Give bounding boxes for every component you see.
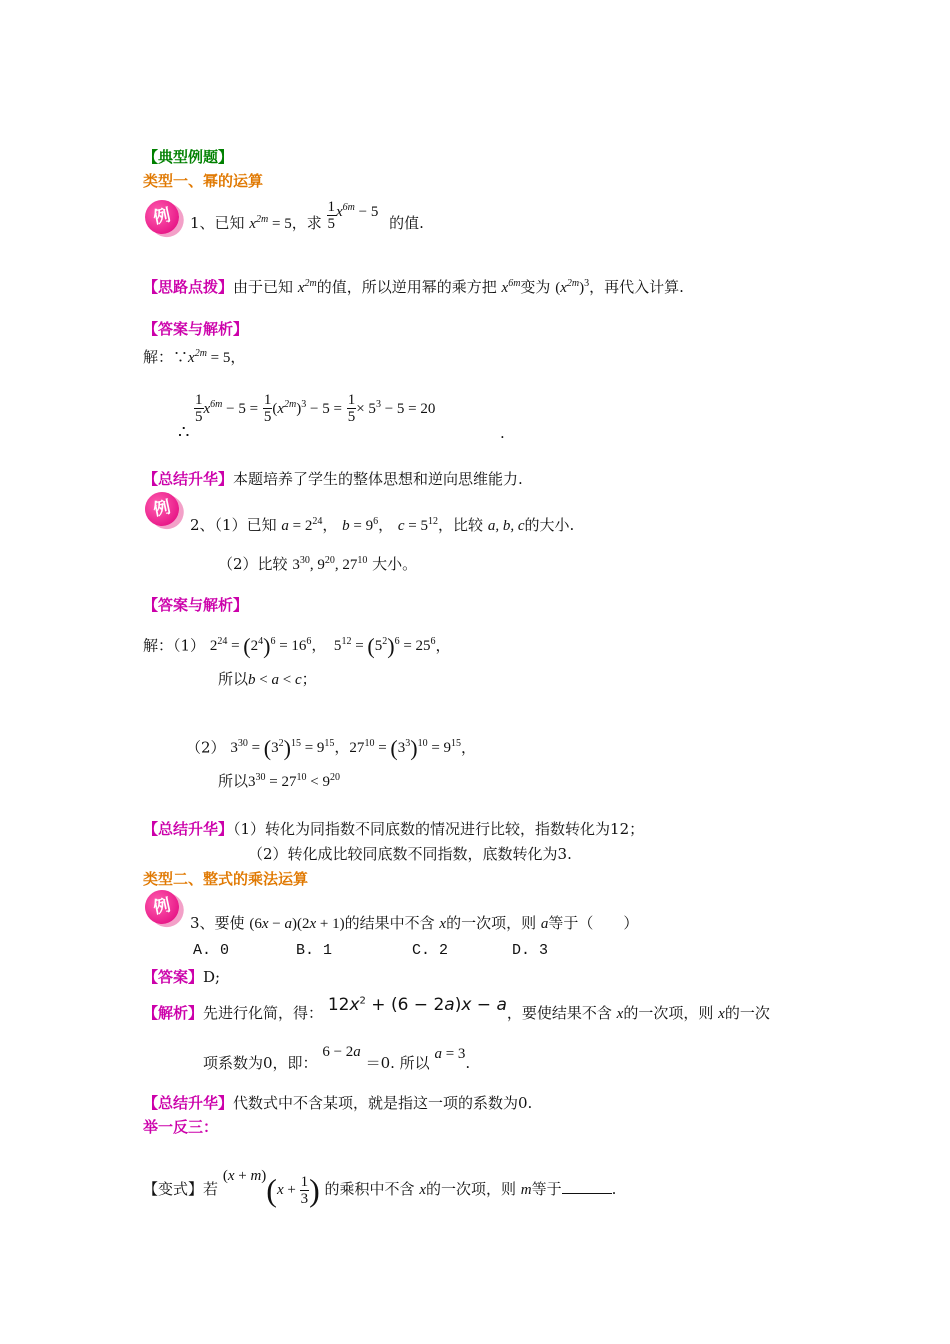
analysis-3-line1 — [143, 995, 770, 1023]
ex3-expr: (6x − a)(2x + 1) — [249, 916, 345, 932]
sol2-comma-1: ， — [435, 636, 451, 655]
sol2-so2-label: 所以 — [218, 772, 249, 790]
ex2-num: 2、（1）已知 — [190, 516, 277, 534]
example-2-part1: 2、（1）已知 $a = 2^{24}$， $b = 9^6$， $c = 5^{12}$，比较 a, b, c的大小. — [190, 516, 575, 534]
example-badge-2: 例 — [142, 489, 182, 529]
sol2-line1 — [143, 634, 451, 660]
example-badge-3: 例 — [142, 887, 182, 927]
summary-label-2: 【总结升华】 — [143, 820, 234, 838]
analysis-3-line2 — [203, 1044, 471, 1073]
answer-label: 【答案】 — [143, 968, 204, 986]
variant-text-c: 的一次项，则 — [426, 1179, 517, 1198]
summary-3 — [143, 1092, 532, 1113]
summary2-line2: （2）转化成比较同底数不同指数，底数转化为3. — [248, 845, 572, 863]
variation-heading: 举一反三： — [143, 1118, 219, 1136]
analysis3-coef: 6 − 2a — [322, 1044, 361, 1060]
sol1-because: 解：∵ — [143, 348, 189, 366]
summary-label-3: 【总结升华】 — [143, 1094, 234, 1112]
sol1-frac-3: $\frac{1}{5}$ — [347, 392, 356, 425]
sol2-so2 — [218, 770, 340, 791]
analysis3-text-b: ，要使结果不含 — [506, 1004, 612, 1022]
ex1-num: 1、已知 — [190, 214, 245, 232]
variant-text-d: 等于 — [531, 1179, 562, 1198]
sol1-equation: $\frac{1}{5}$ $x^{6m} - 5$ = $\frac{1}{5}$ $(x^{2m})^3 - 5$ = $\frac{1}{5}$ × $5^3 - 5 = 20$ — [195, 392, 436, 425]
ex2-p2b: 大小。 — [372, 555, 418, 573]
variant-x: x — [419, 1181, 426, 1198]
ex1-condition: $x^{2m} = 5$ — [249, 214, 292, 232]
typical-examples-heading: 【典型例题】 — [143, 148, 234, 166]
example-2-part2 — [218, 553, 417, 574]
example-3 — [190, 912, 638, 933]
ex1-cond-end: ，求 — [291, 214, 322, 232]
answer-analysis-label-1: 【答案与解析】 — [143, 320, 249, 338]
example-1 — [190, 198, 424, 233]
sol1-frac-1: $\frac{1}{5}$ — [195, 392, 203, 425]
ex2-p2-expr: $3^{30}$, $9^{20}$, $27^{10}$ — [292, 555, 368, 573]
hint1-expr-a: $x^{2m}$ — [297, 278, 317, 296]
hint1-text-d: ，再代入计算. — [589, 278, 684, 296]
ex2-b: $b = 9^6$ — [342, 516, 379, 534]
type2-heading: 类型二、整式的乘法运算 — [143, 870, 309, 888]
choice-d[interactable]: D. 3 — [512, 942, 549, 959]
sol2-so1-end: ； — [301, 670, 317, 688]
summary3-text: 代数式中不含某项，就是指这一项的系数为0. — [233, 1094, 533, 1112]
hint1-text-b: 的值，所以逆用幂的乘方把 — [316, 278, 497, 296]
variant-text-a: 若 — [203, 1179, 219, 1198]
sol1-comma: ， — [230, 348, 246, 366]
analysis3-x1: x — [616, 1006, 624, 1022]
sol2-so1-expr: b < a < c — [248, 672, 302, 688]
analysis3-text-d: 的一次 — [724, 1004, 770, 1022]
answer-3 — [143, 966, 220, 987]
summary-2 — [143, 818, 644, 839]
ex3-text-d: 等于（ ） — [548, 914, 639, 932]
ex2-mid: ，比较 — [438, 516, 484, 534]
answer-blank[interactable] — [562, 1193, 612, 1194]
ex2-abc: a, b, c — [487, 518, 525, 534]
analysis-label: 【解析】 — [143, 1004, 204, 1022]
sol2-comma-2: ， — [461, 738, 477, 757]
analysis3-text-e: 项系数为0，即： — [203, 1054, 318, 1072]
ex1-fraction: $\frac{1}{5}$ — [327, 198, 335, 232]
hint1-text-c: 变为 — [520, 278, 551, 296]
analysis3-text-c: 的一次项，则 — [623, 1004, 714, 1022]
sol1-therefore: ∴ — [178, 422, 190, 443]
sol1-frac-2: $\frac{1}{5}$ — [263, 392, 272, 425]
sol2-line2 — [186, 736, 476, 762]
hint1-text-a: 由于已知 — [233, 278, 294, 296]
ex3-text-c: 的一次项，则 — [446, 914, 537, 932]
ex2-p2a: （2）比较 — [218, 555, 288, 573]
choice-c[interactable]: C. 2 — [412, 942, 449, 959]
ex2-a: $a = 2^{24}$ — [281, 516, 323, 534]
ex2-c: $c = 5^{12}$ — [397, 516, 439, 534]
sol2-label: 解：（1） — [143, 636, 206, 655]
analysis3-text-f: ＝0. 所以 — [365, 1054, 430, 1072]
analysis3-expr: $12x^2 + (6 - 2a)x - a$ — [327, 995, 507, 1015]
variant — [143, 1167, 617, 1209]
ex3-text-a: 3、要使 — [190, 914, 245, 932]
answer3-value: D; — [203, 968, 221, 986]
type1-heading: 类型一、幂的运算 — [143, 172, 264, 190]
variant-text-e: . — [611, 1179, 617, 1198]
sol2-expr1: $2^{24} = (2^4)^6 = 16^6$， $5^{12} = (5^2)^6 = 25^6$ — [209, 634, 436, 659]
hint-label: 【思路点拨】 — [143, 278, 234, 296]
sol1-end: . — [500, 424, 505, 442]
sol2-expr2: $3^{30} = (3^2)^{15} = 9^{15}$，$27^{10} = (3^3)^{10} = 9^{15}$ — [230, 736, 462, 761]
variant-text-b: 的乘积中不含 — [324, 1179, 415, 1198]
hint1-expr-b: $x^{6m}$ — [501, 278, 521, 296]
analysis3-result: a = 3 — [434, 1046, 466, 1062]
sol2-so1-label: 所以 — [218, 670, 249, 688]
variant-m: m — [520, 1181, 532, 1198]
summary-label-1: 【总结升华】 — [143, 470, 234, 488]
hint-1 — [143, 276, 684, 297]
analysis3-x2: x — [718, 1006, 725, 1022]
summary1-text: 本题培养了学生的整体思想和逆向思维能力. — [233, 470, 523, 488]
variant-expr-1: (x + m) — [222, 1167, 267, 1184]
ex3-a: a — [540, 916, 549, 932]
sol1-line1 — [143, 346, 245, 367]
choice-a[interactable]: A. 0 — [193, 942, 230, 959]
ex2-end: 的大小. — [524, 516, 575, 534]
ex3-text-b: 的结果中不含 — [344, 914, 435, 932]
summary-1 — [143, 468, 523, 489]
example-badge-1: 例 — [142, 197, 182, 237]
sol2-so1 — [218, 668, 317, 689]
summary2-line1: （1）转化为同指数不同底数的情况进行比较，指数转化为12； — [233, 820, 645, 838]
ex1-expression: $x^{6m} - 5$ — [336, 202, 379, 220]
analysis3-text-g: . — [465, 1054, 471, 1072]
variation-label: 【变式】 — [143, 1179, 204, 1198]
choice-b[interactable]: B. 1 — [296, 942, 333, 959]
ex1-end: 的值. — [389, 214, 424, 232]
ex3-x: x — [439, 916, 447, 932]
sol2-p2-label: （2） — [186, 738, 226, 757]
hint1-expr-c: $(x^{2m})^3$ — [555, 278, 590, 296]
answer-analysis-label-2: 【答案与解析】 — [143, 596, 249, 614]
variant-expr-2: (x + $\frac{1}{3}$ ) — [266, 1172, 320, 1208]
sol2-so2-expr: $3^{30} = 27^{10} < 9^{20}$ — [248, 772, 340, 790]
analysis3-text-a: 先进行化简，得： — [203, 1004, 324, 1022]
sol1-given: $x^{2m} = 5$ — [188, 348, 231, 366]
